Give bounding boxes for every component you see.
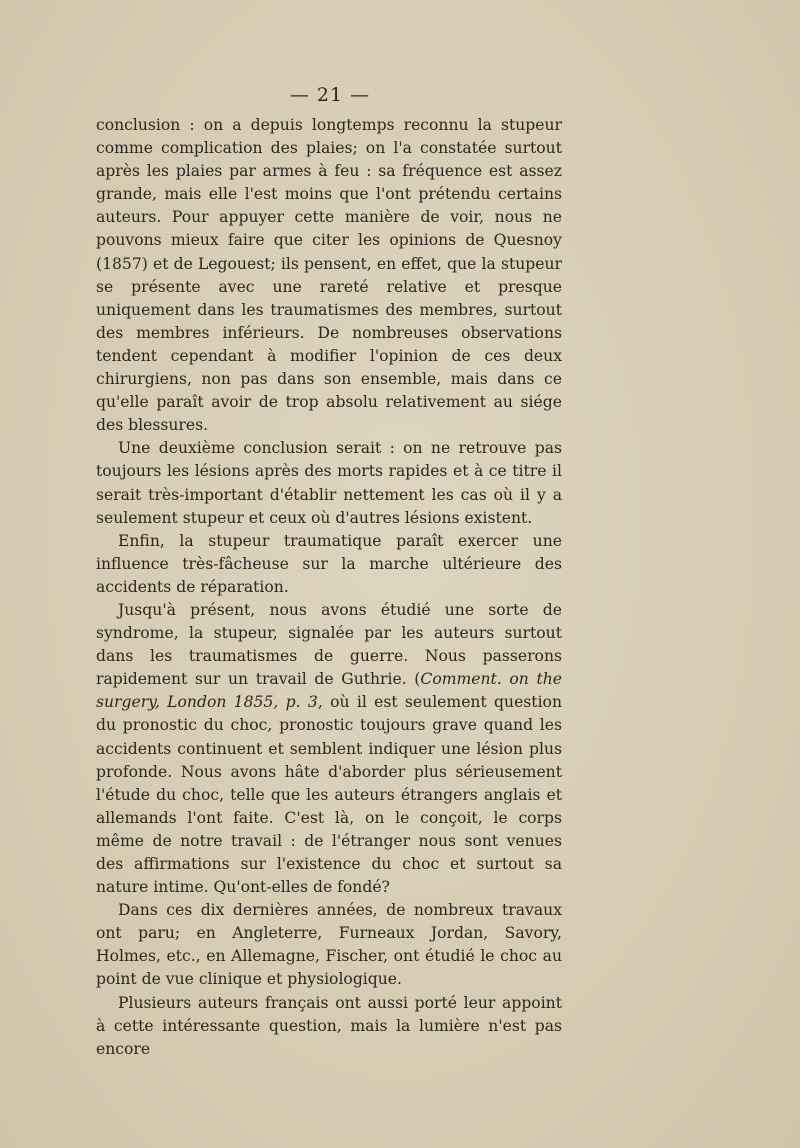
paragraph-text: , où il est seulement question du pronostic du choc, pronostic toujours grave quand les accidents continuent et semblent indiquer une lésion plus profonde. Nous avons hâte d'aborder plus sérieusement l'étude du choc, telle que les auteurs étrangers anglais et allemands l'ont faite. C'est là, on le conçoit, le corps même de notre travail : de l'étranger nous sont venues des affirmations sur l'existence du choc et surtout sa nature intime. Qu'ont-elles de fondé? — [96, 693, 562, 897]
paragraph-1 — [96, 114, 562, 437]
paragraph-text: Jusqu'à présent, nous avons étudié une sorte de syndrome, la stupeur, signalée par les auteurs surtout dans les traumatismes de guerre. Nous passerons rapidement sur un travail de Guthrie. ( — [96, 600, 562, 689]
paragraph-4 — [96, 599, 562, 899]
paragraph-text: conclusion : on a depuis longtemps reconnu la stupeur comme complication des plaies; on l'a constatée surtout après les plaies par armes à feu : sa fréquence est assez grande, mais elle l'est moins que l'ont prétendu certains auteurs. Pour appuyer cette manière de voir, nous ne pouvons mieux faire que citer les opinions de Quesnoy (1857) et de Legouest; ils pensent, en effet, que la stupeur se présente avec une rareté relative et presque uniquement dans les traumatismes des membres, surtout des membres inférieurs. De nombreuses observations tendent cependant à modifier l'opinion de ces deux chirurgiens, non pas dans son ensemble, mais dans ce qu'elle paraît avoir de trop absolu relativement au siége des blessures. — [96, 116, 562, 435]
paragraph-text: Une deuxième conclusion serait : on ne retrouve pas toujours les lésions après des morts rapides et à ce titre il serait très-important d'établir nettement les cas où il y a seulement stupeur et ceux où d'autres lésions existent. — [96, 439, 562, 527]
body-text — [96, 114, 562, 1061]
paragraph-text: Dans ces dix dernières années, de nombreux travaux ont paru; en Angleterre, Furneaux Jordan, Savory, Holmes, etc., en Allemagne, Fischer, ont étudié le choc au point de vue clinique et physiologique. — [96, 901, 562, 989]
paragraph-5 — [96, 899, 562, 991]
paragraph-2 — [96, 437, 562, 529]
paragraph-6 — [96, 992, 562, 1061]
paragraph-text: Enfin, la stupeur traumatique paraît exercer une influence très-fâcheuse sur la marche ultérieure des accidents de réparation. — [96, 531, 562, 596]
citation-italic: Comment. on the surgery, London 1855, p. 3 — [96, 670, 562, 712]
page-number: — 21 — — [289, 84, 371, 106]
paragraph-text: Plusieurs auteurs français ont aussi porté leur appoint à cette intéressante question, mais la lumière n'est pas encore — [96, 993, 562, 1058]
paragraph-3 — [96, 530, 562, 599]
